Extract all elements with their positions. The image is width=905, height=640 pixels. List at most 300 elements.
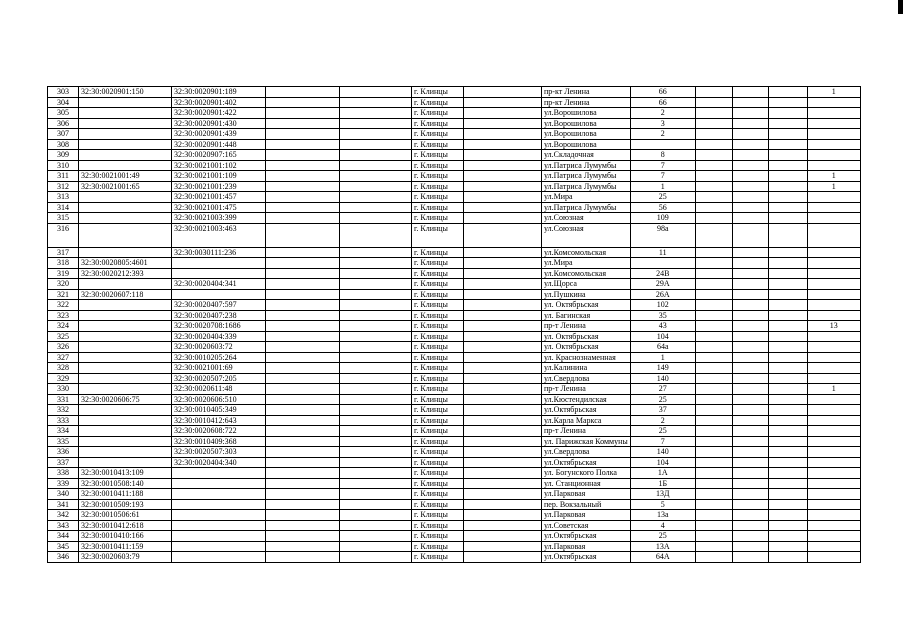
blank-cell: [695, 468, 732, 479]
blank-cell: [695, 373, 732, 384]
city-cell: г. Клинцы: [412, 510, 464, 521]
table-row: [48, 552, 861, 563]
city-cell: г. Клинцы: [412, 531, 464, 542]
house-number: 8: [630, 150, 695, 161]
city-cell: г. Клинцы: [412, 97, 464, 108]
street-cell: ул.Патриса Лумумбы: [542, 160, 631, 171]
street-cell: пр-т Ленина: [542, 321, 631, 332]
blank-cell: [266, 520, 340, 531]
blank-cell: [695, 202, 732, 213]
cadastral-number-1: [79, 192, 172, 203]
blank-cell: [464, 394, 542, 405]
city-cell: г. Клинцы: [412, 520, 464, 531]
blank-cell: [768, 139, 807, 150]
cadastral-number-2: [172, 468, 266, 479]
blank-cell: [695, 331, 732, 342]
city-cell: г. Клинцы: [412, 87, 464, 98]
blank-cell: [340, 499, 412, 510]
blank-cell: [732, 510, 768, 521]
blank-cell: [695, 321, 732, 332]
cadastral-number-1: [79, 363, 172, 374]
blank-cell: [464, 300, 542, 311]
city-cell: г. Клинцы: [412, 300, 464, 311]
blank-cell: [695, 384, 732, 395]
blank-cell: [266, 139, 340, 150]
blank-cell: [768, 468, 807, 479]
blank-cell: [464, 268, 542, 279]
table-row: [48, 531, 861, 542]
count-cell: [807, 247, 860, 258]
blank-cell: [464, 139, 542, 150]
house-number: 25: [630, 192, 695, 203]
city-cell: г. Клинцы: [412, 258, 464, 269]
table-row: [48, 108, 861, 119]
city-cell: г. Клинцы: [412, 552, 464, 563]
table-row: [48, 352, 861, 363]
cadastral-number-2: [172, 531, 266, 542]
cadastral-number-1: 32:30:0010412:618: [79, 520, 172, 531]
row-number: 305: [48, 108, 79, 119]
blank-cell: [695, 394, 732, 405]
house-number: 140: [630, 373, 695, 384]
table-row: [48, 160, 861, 171]
table-row: [48, 373, 861, 384]
blank-cell: [340, 87, 412, 98]
blank-cell: [732, 87, 768, 98]
count-cell: [807, 150, 860, 161]
cadastral-number-2: 32:30:0020404:339: [172, 331, 266, 342]
row-number: 311: [48, 171, 79, 182]
blank-cell: [732, 160, 768, 171]
cadastral-number-1: [79, 331, 172, 342]
cadastral-number-1: [79, 223, 172, 247]
blank-cell: [340, 268, 412, 279]
street-cell: ул. Станционная: [542, 478, 631, 489]
blank-cell: [340, 541, 412, 552]
cadastral-number-2: 32:30:0010405:349: [172, 405, 266, 416]
blank-cell: [695, 310, 732, 321]
blank-cell: [732, 247, 768, 258]
city-cell: г. Клинцы: [412, 171, 464, 182]
blank-cell: [340, 321, 412, 332]
house-number: 66: [630, 97, 695, 108]
blank-cell: [732, 310, 768, 321]
blank-cell: [266, 279, 340, 290]
street-cell: ул.Патриса Лумумбы: [542, 181, 631, 192]
house-number: 3: [630, 118, 695, 129]
house-number: 104: [630, 457, 695, 468]
city-cell: г. Клинцы: [412, 457, 464, 468]
cadastral-number-1: 32:30:0010509:193: [79, 499, 172, 510]
count-cell: [807, 363, 860, 374]
count-cell: [807, 258, 860, 269]
count-cell: [807, 394, 860, 405]
blank-cell: [695, 405, 732, 416]
table-row: [48, 436, 861, 447]
count-cell: [807, 436, 860, 447]
count-cell: [807, 552, 860, 563]
blank-cell: [732, 258, 768, 269]
blank-cell: [768, 331, 807, 342]
street-cell: пр-кт Ленина: [542, 97, 631, 108]
blank-cell: [695, 118, 732, 129]
cadastral-number-2: 32:30:0021001:109: [172, 171, 266, 182]
cadastral-number-2: 32:30:0021001:457: [172, 192, 266, 203]
blank-cell: [340, 129, 412, 140]
city-cell: г. Клинцы: [412, 363, 464, 374]
blank-cell: [695, 139, 732, 150]
blank-cell: [266, 108, 340, 119]
blank-cell: [266, 489, 340, 500]
house-number: 140: [630, 447, 695, 458]
blank-cell: [340, 363, 412, 374]
street-cell: ул.Октябрьская: [542, 552, 631, 563]
cadastral-number-1: [79, 279, 172, 290]
cadastral-number-1: [79, 129, 172, 140]
house-number: 7: [630, 160, 695, 171]
table-row: [48, 300, 861, 311]
street-cell: ул.Щорса: [542, 279, 631, 290]
blank-cell: [732, 447, 768, 458]
blank-cell: [464, 289, 542, 300]
table-row: [48, 541, 861, 552]
blank-cell: [768, 321, 807, 332]
count-cell: [807, 202, 860, 213]
table-row: [48, 118, 861, 129]
cadastral-number-1: [79, 202, 172, 213]
cadastral-number-2: 32:30:0020901:439: [172, 129, 266, 140]
cadastral-number-2: 32:30:0030111:236: [172, 247, 266, 258]
house-number: 98а: [630, 223, 695, 247]
blank-cell: [464, 310, 542, 321]
blank-cell: [695, 213, 732, 224]
count-cell: [807, 468, 860, 479]
blank-cell: [732, 363, 768, 374]
blank-cell: [695, 436, 732, 447]
cadastral-number-1: [79, 447, 172, 458]
blank-cell: [340, 310, 412, 321]
blank-cell: [732, 129, 768, 140]
street-cell: ул. Октябрьская: [542, 300, 631, 311]
blank-cell: [695, 489, 732, 500]
row-number: 315: [48, 213, 79, 224]
city-cell: г. Клинцы: [412, 223, 464, 247]
cadastral-number-1: [79, 247, 172, 258]
count-cell: [807, 520, 860, 531]
blank-cell: [768, 552, 807, 563]
count-cell: [807, 499, 860, 510]
blank-cell: [768, 289, 807, 300]
blank-cell: [340, 139, 412, 150]
blank-cell: [768, 223, 807, 247]
blank-cell: [340, 384, 412, 395]
blank-cell: [732, 373, 768, 384]
table-row: [48, 510, 861, 521]
blank-cell: [732, 181, 768, 192]
blank-cell: [340, 510, 412, 521]
count-cell: 13: [807, 321, 860, 332]
count-cell: [807, 342, 860, 353]
street-cell: пер. Вокзальный: [542, 499, 631, 510]
row-number: 331: [48, 394, 79, 405]
city-cell: г. Клинцы: [412, 129, 464, 140]
blank-cell: [732, 223, 768, 247]
house-number: 66: [630, 87, 695, 98]
table-row: [48, 268, 861, 279]
street-cell: ул.Комсомольская: [542, 268, 631, 279]
cadastral-number-2: [172, 289, 266, 300]
house-number: 2: [630, 129, 695, 140]
row-number: 318: [48, 258, 79, 269]
cadastral-number-1: [79, 373, 172, 384]
city-cell: г. Клинцы: [412, 150, 464, 161]
blank-cell: [464, 531, 542, 542]
city-cell: г. Клинцы: [412, 289, 464, 300]
cadastral-number-2: 32:30:0020608:722: [172, 426, 266, 437]
blank-cell: [266, 415, 340, 426]
blank-cell: [464, 202, 542, 213]
row-number: 304: [48, 97, 79, 108]
blank-cell: [732, 436, 768, 447]
blank-cell: [266, 87, 340, 98]
count-cell: [807, 213, 860, 224]
city-cell: г. Клинцы: [412, 499, 464, 510]
cadastral-number-2: 32:30:0020407:597: [172, 300, 266, 311]
blank-cell: [768, 405, 807, 416]
cadastral-number-1: [79, 160, 172, 171]
blank-cell: [266, 129, 340, 140]
cadastral-number-2: 32:30:0020603:72: [172, 342, 266, 353]
blank-cell: [732, 289, 768, 300]
cadastral-number-1: [79, 457, 172, 468]
blank-cell: [768, 510, 807, 521]
table-row: [48, 129, 861, 140]
blank-cell: [464, 97, 542, 108]
cadastral-number-2: 32:30:0021001:69: [172, 363, 266, 374]
blank-cell: [464, 415, 542, 426]
blank-cell: [768, 352, 807, 363]
blank-cell: [340, 108, 412, 119]
blank-cell: [266, 436, 340, 447]
blank-cell: [732, 268, 768, 279]
blank-cell: [464, 499, 542, 510]
city-cell: г. Клинцы: [412, 279, 464, 290]
blank-cell: [266, 310, 340, 321]
blank-cell: [464, 150, 542, 161]
house-number: 1: [630, 352, 695, 363]
blank-cell: [464, 478, 542, 489]
cadastral-number-1: [79, 352, 172, 363]
count-cell: 1: [807, 171, 860, 182]
table-row: [48, 213, 861, 224]
blank-cell: [768, 447, 807, 458]
table-row: [48, 489, 861, 500]
blank-cell: [732, 415, 768, 426]
table-row: [48, 457, 861, 468]
city-cell: г. Клинцы: [412, 321, 464, 332]
house-number: 25: [630, 426, 695, 437]
blank-cell: [266, 363, 340, 374]
city-cell: г. Клинцы: [412, 108, 464, 119]
blank-cell: [266, 258, 340, 269]
blank-cell: [340, 415, 412, 426]
row-number: 322: [48, 300, 79, 311]
cadastral-number-1: 32:30:0020212:393: [79, 268, 172, 279]
row-number: 327: [48, 352, 79, 363]
count-cell: [807, 268, 860, 279]
cadastral-number-1: [79, 415, 172, 426]
city-cell: г. Клинцы: [412, 415, 464, 426]
cadastral-number-1: [79, 384, 172, 395]
blank-cell: [768, 415, 807, 426]
table-row: [48, 247, 861, 258]
blank-cell: [464, 279, 542, 290]
blank-cell: [695, 510, 732, 521]
row-number: 306: [48, 118, 79, 129]
blank-cell: [464, 321, 542, 332]
cadastral-number-2: 32:30:0020404:340: [172, 457, 266, 468]
city-cell: г. Клинцы: [412, 331, 464, 342]
row-number: 345: [48, 541, 79, 552]
cadastral-number-2: 32:30:0020901:189: [172, 87, 266, 98]
blank-cell: [340, 478, 412, 489]
table-row: [48, 321, 861, 332]
street-cell: ул.Складочная: [542, 150, 631, 161]
count-cell: [807, 310, 860, 321]
blank-cell: [340, 426, 412, 437]
cadastral-number-2: 32:30:0021001:102: [172, 160, 266, 171]
count-cell: [807, 289, 860, 300]
blank-cell: [768, 181, 807, 192]
blank-cell: [768, 279, 807, 290]
row-number: 320: [48, 279, 79, 290]
table-row: [48, 363, 861, 374]
house-number: 149: [630, 363, 695, 374]
cadastral-number-2: [172, 552, 266, 563]
blank-cell: [732, 97, 768, 108]
house-number: 109: [630, 213, 695, 224]
cadastral-number-2: [172, 510, 266, 521]
cadastral-number-1: 32:30:0021001:49: [79, 171, 172, 182]
count-cell: [807, 223, 860, 247]
table-row: [48, 384, 861, 395]
house-number: 13А: [630, 541, 695, 552]
table-row: [48, 181, 861, 192]
blank-cell: [768, 394, 807, 405]
street-cell: ул.Октябрьская: [542, 457, 631, 468]
row-number: 307: [48, 129, 79, 140]
city-cell: г. Клинцы: [412, 268, 464, 279]
row-number: 303: [48, 87, 79, 98]
blank-cell: [695, 531, 732, 542]
row-number: 323: [48, 310, 79, 321]
blank-cell: [695, 457, 732, 468]
blank-cell: [340, 247, 412, 258]
table-row: [48, 499, 861, 510]
blank-cell: [464, 552, 542, 563]
blank-cell: [266, 213, 340, 224]
blank-cell: [732, 520, 768, 531]
row-number: 336: [48, 447, 79, 458]
cadastral-number-1: [79, 139, 172, 150]
cadastral-number-2: 32:30:0021001:475: [172, 202, 266, 213]
blank-cell: [695, 129, 732, 140]
count-cell: [807, 97, 860, 108]
blank-cell: [768, 213, 807, 224]
row-number: 344: [48, 531, 79, 542]
city-cell: г. Клинцы: [412, 447, 464, 458]
city-cell: г. Клинцы: [412, 394, 464, 405]
blank-cell: [340, 394, 412, 405]
blank-cell: [768, 268, 807, 279]
blank-cell: [695, 415, 732, 426]
page-edge-mark: [898, 0, 903, 14]
blank-cell: [464, 457, 542, 468]
city-cell: г. Клинцы: [412, 213, 464, 224]
blank-cell: [464, 223, 542, 247]
count-cell: [807, 489, 860, 500]
table-row: [48, 310, 861, 321]
table-row: [48, 468, 861, 479]
blank-cell: [266, 171, 340, 182]
street-cell: пр-т Ленина: [542, 426, 631, 437]
blank-cell: [464, 352, 542, 363]
row-number: 339: [48, 478, 79, 489]
cadastral-number-1: 32:30:0010506:61: [79, 510, 172, 521]
row-number: 316: [48, 223, 79, 247]
row-number: 335: [48, 436, 79, 447]
cadastral-number-2: 32:30:0020507:205: [172, 373, 266, 384]
blank-cell: [768, 108, 807, 119]
blank-cell: [340, 342, 412, 353]
table-row: [48, 171, 861, 182]
blank-cell: [732, 108, 768, 119]
street-cell: ул.Союзная: [542, 223, 631, 247]
blank-cell: [266, 321, 340, 332]
row-number: 346: [48, 552, 79, 563]
count-cell: [807, 129, 860, 140]
table-row: [48, 289, 861, 300]
house-number: 56: [630, 202, 695, 213]
cadastral-number-2: [172, 520, 266, 531]
count-cell: [807, 531, 860, 542]
blank-cell: [768, 363, 807, 374]
blank-cell: [695, 541, 732, 552]
blank-cell: [695, 247, 732, 258]
blank-cell: [768, 310, 807, 321]
blank-cell: [732, 384, 768, 395]
blank-cell: [732, 192, 768, 203]
blank-cell: [695, 97, 732, 108]
table-row: [48, 520, 861, 531]
table-row: [48, 223, 861, 247]
street-cell: ул.Калинина: [542, 363, 631, 374]
street-cell: ул. Багинская: [542, 310, 631, 321]
blank-cell: [768, 202, 807, 213]
blank-cell: [464, 520, 542, 531]
house-number: 1А: [630, 468, 695, 479]
table-row: [48, 342, 861, 353]
blank-cell: [340, 213, 412, 224]
cadastral-number-1: [79, 118, 172, 129]
blank-cell: [768, 342, 807, 353]
blank-cell: [695, 447, 732, 458]
row-number: 324: [48, 321, 79, 332]
blank-cell: [695, 160, 732, 171]
blank-cell: [266, 468, 340, 479]
cadastral-number-1: 32:30:0020607:118: [79, 289, 172, 300]
count-cell: [807, 405, 860, 416]
